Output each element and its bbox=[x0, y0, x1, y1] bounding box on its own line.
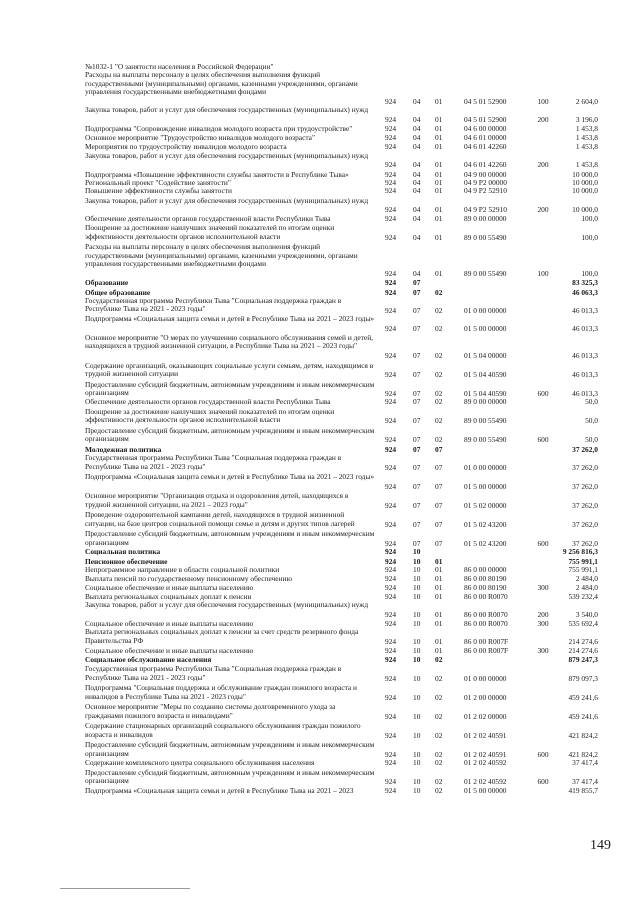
cell-rz: 10 bbox=[413, 758, 421, 768]
cell-ved: 924 bbox=[385, 730, 397, 740]
cell-sum: 10 000,0 bbox=[572, 178, 598, 188]
cell-sum: 1 453,8 bbox=[575, 160, 598, 170]
cell-sum: 37 417,4 bbox=[572, 777, 598, 787]
cell-csr: 04 6 01 42260 bbox=[464, 142, 507, 152]
cell-ved: 924 bbox=[385, 205, 397, 215]
cell-pr: 02 bbox=[435, 758, 443, 768]
cell-ved: 924 bbox=[385, 287, 397, 297]
cell-pr: 01 bbox=[435, 186, 443, 196]
cell-pr: 01 bbox=[435, 232, 443, 242]
cell-sum: 46 013,3 bbox=[572, 351, 598, 361]
cell-csr: 01 5 04 40590 bbox=[464, 389, 507, 399]
cell-rz: 10 bbox=[413, 565, 421, 575]
cell-sum: 2 484,0 bbox=[575, 573, 598, 583]
cell-pr: 07 bbox=[435, 538, 443, 548]
cell-ved: 924 bbox=[385, 785, 397, 795]
cell-pr: 07 bbox=[435, 500, 443, 510]
row-name: Подпрограмма «Социальная защита семьи и детей в Республике Тыва на 2021 – 2023 годы» bbox=[85, 314, 375, 324]
cell-pr: 01 bbox=[435, 205, 443, 215]
row-name: Выплата региональных социальных доплат к пенсии bbox=[85, 591, 252, 601]
cell-rz: 07 bbox=[413, 481, 421, 491]
cell-pr: 02 bbox=[435, 305, 443, 315]
cell-sum: 3 196,0 bbox=[575, 114, 598, 124]
cell-pr: 01 bbox=[435, 160, 443, 170]
row-name: Социальное обеспечение и иные выплаты населению bbox=[85, 583, 254, 593]
row-name: Содержание организаций, оказывающих социальные услуги семьям, детям, находящимся в трудной жизненной ситуации bbox=[85, 360, 374, 378]
cell-rz: 10 bbox=[413, 692, 421, 702]
cell-rz: 07 bbox=[413, 389, 421, 399]
cell-csr: 01 5 00 00000 bbox=[464, 481, 507, 491]
cell-pr: 01 bbox=[435, 96, 443, 106]
cell-csr: 01 5 04 00000 bbox=[464, 351, 507, 361]
cell-rz: 04 bbox=[413, 114, 421, 124]
cell-rz: 07 bbox=[413, 370, 421, 380]
cell-sum: 37 417,4 bbox=[572, 758, 598, 768]
cell-ved: 924 bbox=[385, 591, 397, 601]
cell-ved: 924 bbox=[385, 538, 397, 548]
row-name: Расходы на выплаты персоналу в целях обеспечения выполнения функций государственными (муниципальными) органами, казенными учреждениями, органами управления государственными внебюджетными фондами bbox=[85, 242, 358, 268]
cell-pr: 02 bbox=[435, 435, 443, 445]
cell-ved: 924 bbox=[385, 186, 397, 196]
cell-ved: 924 bbox=[385, 619, 397, 629]
row-name: Обеспечение деятельности органов государственной власти Республики Тыва bbox=[85, 213, 331, 223]
cell-rz: 04 bbox=[413, 142, 421, 152]
cell-rz: 10 bbox=[413, 646, 421, 656]
cell-rz: 04 bbox=[413, 186, 421, 196]
cell-rz: 10 bbox=[413, 556, 421, 566]
cell-sum: 37 262,0 bbox=[572, 519, 598, 529]
cell-pr: 01 bbox=[435, 583, 443, 593]
cell-sum: 1 453,8 bbox=[575, 132, 598, 142]
cell-pr: 01 bbox=[435, 114, 443, 124]
cell-csr: 86 0 00 00000 bbox=[464, 565, 507, 575]
cell-ved: 924 bbox=[385, 178, 397, 188]
cell-rz: 07 bbox=[413, 444, 421, 454]
cell-rz: 04 bbox=[413, 205, 421, 215]
cell-rz: 10 bbox=[413, 749, 421, 759]
cell-sum: 100,0 bbox=[581, 232, 598, 242]
cell-rz: 10 bbox=[413, 583, 421, 593]
cell-ved: 924 bbox=[385, 389, 397, 399]
cell-ved: 924 bbox=[385, 573, 397, 583]
cell-sum: 879 097,3 bbox=[568, 673, 598, 683]
row-name: Государственная программа Республики Тыва "Социальная поддержка граждан в Республике Тыва на 2021 - 2023 годы" bbox=[85, 453, 342, 471]
cell-ved: 924 bbox=[385, 96, 397, 106]
cell-csr: 01 5 02 43200 bbox=[464, 519, 507, 529]
cell-rz: 07 bbox=[413, 287, 421, 297]
cell-ved: 924 bbox=[385, 132, 397, 142]
row-name: Расходы на выплаты персоналу в целях обеспечения выполнения функций государственными (муниципальными) органами, казенными учреждениями, органами управления государственными внебюджетными фондами bbox=[85, 70, 358, 96]
cell-pr: 01 bbox=[435, 573, 443, 583]
cell-rz: 10 bbox=[413, 711, 421, 721]
row-name: Предоставление субсидий бюджетным, автономным учреждениям и иным некоммерческим организациям bbox=[85, 425, 375, 444]
cell-csr: 04 9 P2 52910 bbox=[464, 205, 507, 215]
cell-pr: 02 bbox=[435, 416, 443, 426]
cell-rz: 10 bbox=[413, 654, 421, 664]
cell-ved: 924 bbox=[385, 114, 397, 124]
row-name: Выплата пенсий по государственному пенсионному обеспечению bbox=[85, 573, 292, 583]
cell-pr: 01 bbox=[435, 169, 443, 179]
cell-pr: 02 bbox=[435, 389, 443, 399]
cell-vr: 100 bbox=[537, 268, 549, 278]
cell-rz: 10 bbox=[413, 609, 421, 619]
row-name: Основное мероприятие "Организация отдыха и оздоровления детей, находящихся в трудной жизненной ситуации, на 2021 – 2023 годы" bbox=[85, 491, 349, 509]
cell-rz: 04 bbox=[413, 213, 421, 223]
cell-ved: 924 bbox=[385, 232, 397, 242]
cell-ved: 924 bbox=[385, 444, 397, 454]
cell-sum: 10 000,0 bbox=[572, 186, 598, 196]
cell-sum: 421 824,2 bbox=[568, 749, 598, 759]
cell-ved: 924 bbox=[385, 654, 397, 664]
cell-csr: 86 0 00 R0070 bbox=[464, 619, 508, 629]
cell-csr: 04 6 00 00000 bbox=[464, 124, 507, 134]
cell-pr: 07 bbox=[435, 444, 443, 454]
cell-vr: 600 bbox=[537, 435, 549, 445]
row-name: Государственная программа Республики Тыва "Социальная поддержка граждан в Республике Тыва на 2021 - 2023 годы" bbox=[85, 664, 342, 682]
cell-rz: 07 bbox=[413, 323, 421, 333]
row-name: Выплата региональных социальных доплат к пенсии за счет средств резервного фонда Правительства РФ bbox=[85, 627, 359, 645]
cell-ved: 924 bbox=[385, 758, 397, 768]
cell-csr: 01 5 04 40590 bbox=[464, 370, 507, 380]
cell-ved: 924 bbox=[385, 305, 397, 315]
cell-sum: 83 325,3 bbox=[572, 278, 598, 288]
row-name: Государственная программа Республики Тыва "Социальная поддержка граждан в Республике Тыва на 2021 - 2023 годы" bbox=[85, 296, 342, 314]
scan-mark bbox=[60, 888, 190, 889]
cell-sum: 459 241,6 bbox=[568, 692, 598, 702]
row-name: Поощрение за достижение наилучших значений показателей по итогам оценки эффективности деятельности органов исполнительной власти bbox=[85, 223, 335, 241]
cell-sum: 46 013,3 bbox=[572, 389, 598, 399]
cell-pr: 02 bbox=[435, 397, 443, 407]
row-name: Предоставление субсидий бюджетным, автономным учреждениям и иным некоммерческим организациям bbox=[85, 379, 375, 397]
cell-pr: 01 bbox=[435, 132, 443, 142]
row-name: Основное мероприятие "Меры по созданию системы долговременного ухода за гражданами пожилого возраста и инвалидами" bbox=[85, 702, 336, 720]
cell-sum: 214 274,6 bbox=[568, 636, 598, 646]
cell-ved: 924 bbox=[385, 583, 397, 593]
cell-ved: 924 bbox=[385, 547, 397, 557]
cell-rz: 07 bbox=[413, 397, 421, 407]
cell-ved: 924 bbox=[385, 213, 397, 223]
cell-ved: 924 bbox=[385, 268, 397, 278]
cell-pr: 02 bbox=[435, 654, 443, 664]
cell-rz: 07 bbox=[413, 500, 421, 510]
cell-rz: 04 bbox=[413, 124, 421, 134]
cell-ved: 924 bbox=[385, 160, 397, 170]
cell-ved: 924 bbox=[385, 609, 397, 619]
cell-pr: 01 bbox=[435, 268, 443, 278]
cell-pr: 02 bbox=[435, 730, 443, 740]
cell-ved: 924 bbox=[385, 416, 397, 426]
cell-sum: 100,0 bbox=[581, 213, 598, 223]
cell-vr: 300 bbox=[537, 619, 549, 629]
cell-csr: 01 2 02 00000 bbox=[464, 711, 507, 721]
cell-csr: 01 5 00 00000 bbox=[464, 785, 507, 795]
cell-ved: 924 bbox=[385, 124, 397, 134]
cell-sum: 46 013,3 bbox=[572, 305, 598, 315]
cell-ved: 924 bbox=[385, 397, 397, 407]
row-name: Закупка товаров, работ и услуг для обеспечения государственных (муниципальных) нужд bbox=[85, 195, 369, 205]
row-name: Содержание комплексного центра социального обслуживания населения bbox=[85, 758, 315, 768]
cell-vr: 600 bbox=[537, 389, 549, 399]
row-name: Подпрограмма «Социальная защита семьи и детей в Республике Тыва на 2021 – 2023 годы» bbox=[85, 472, 375, 482]
cell-sum: 37 262,0 bbox=[572, 538, 598, 548]
cell-sum: 539 232,4 bbox=[568, 591, 598, 601]
row-name: Закупка товаров, работ и услуг для обеспечения государственных (муниципальных) нужд bbox=[85, 600, 369, 610]
row-name: Общее образование bbox=[85, 287, 151, 297]
cell-sum: 1 453,8 bbox=[575, 124, 598, 134]
cell-csr: 89 0 00 00000 bbox=[464, 213, 507, 223]
cell-pr: 01 bbox=[435, 619, 443, 629]
row-name: Подпрограмма «Повышение эффективности службы занятости в Республике Тыва» bbox=[85, 169, 349, 179]
cell-csr: 86 0 00 R0070 bbox=[464, 591, 508, 601]
cell-csr: 89 0 00 55490 bbox=[464, 268, 507, 278]
row-name: Повышение эффективности службы занятости bbox=[85, 186, 232, 196]
cell-vr: 300 bbox=[537, 646, 549, 656]
cell-csr: 86 0 00 R0070 bbox=[464, 609, 508, 619]
row-name: Обеспечение деятельности органов государственной власти Республики Тыва bbox=[85, 397, 331, 407]
cell-pr: 02 bbox=[435, 287, 443, 297]
cell-ved: 924 bbox=[385, 777, 397, 787]
row-name: Пенсионное обеспечение bbox=[85, 556, 168, 566]
cell-csr: 01 5 02 43200 bbox=[464, 538, 507, 548]
cell-ved: 924 bbox=[385, 481, 397, 491]
row-name: Поощрение за достижение наилучших значений показателей по итогам оценки эффективности деятельности органов исполнительной власти bbox=[85, 406, 335, 425]
cell-pr: 07 bbox=[435, 481, 443, 491]
cell-rz: 10 bbox=[413, 573, 421, 583]
cell-ved: 924 bbox=[385, 169, 397, 179]
cell-csr: 04 9 P2 00000 bbox=[464, 178, 507, 188]
cell-csr: 01 0 00 00000 bbox=[464, 305, 507, 315]
cell-ved: 924 bbox=[385, 351, 397, 361]
cell-pr: 02 bbox=[435, 351, 443, 361]
cell-sum: 459 241,6 bbox=[568, 711, 598, 721]
cell-rz: 04 bbox=[413, 96, 421, 106]
cell-sum: 10 000,0 bbox=[572, 169, 598, 179]
cell-sum: 50,0 bbox=[585, 397, 598, 407]
cell-pr: 02 bbox=[435, 323, 443, 333]
cell-ved: 924 bbox=[385, 673, 397, 683]
cell-sum: 37 262,0 bbox=[572, 462, 598, 472]
cell-sum: 46 013,3 bbox=[572, 370, 598, 380]
row-name: Проведение оздоровительной кампании детей, находящихся в трудной жизненной ситуации, на базе центров социальной помощи семье и детям и других типов лагерей bbox=[85, 510, 355, 528]
cell-rz: 10 bbox=[413, 673, 421, 683]
cell-sum: 2 484,0 bbox=[575, 583, 598, 593]
cell-vr: 100 bbox=[537, 96, 549, 106]
cell-pr: 02 bbox=[435, 692, 443, 702]
row-name: Молодежная политика bbox=[85, 444, 162, 454]
row-name: Предоставление субсидий бюджетным, автономным учреждениям и иным некоммерческим организациям bbox=[85, 529, 375, 547]
cell-csr: 86 0 00 80190 bbox=[464, 583, 507, 593]
cell-sum: 37 262,0 bbox=[572, 481, 598, 491]
row-name: Региональный проект "Содействие занятости" bbox=[85, 178, 231, 188]
cell-csr: 04 6 01 42260 bbox=[464, 160, 507, 170]
cell-ved: 924 bbox=[385, 323, 397, 333]
page-number: 149 bbox=[590, 838, 611, 853]
cell-csr: 01 5 00 00000 bbox=[464, 323, 507, 333]
cell-rz: 07 bbox=[413, 462, 421, 472]
cell-sum: 46 013,3 bbox=[572, 323, 598, 333]
cell-ved: 924 bbox=[385, 636, 397, 646]
cell-sum: 50,0 bbox=[585, 435, 598, 445]
cell-sum: 46 063,3 bbox=[572, 287, 598, 297]
cell-rz: 04 bbox=[413, 160, 421, 170]
cell-rz: 07 bbox=[413, 538, 421, 548]
cell-rz: 10 bbox=[413, 636, 421, 646]
cell-sum: 421 824,2 bbox=[568, 730, 598, 740]
cell-csr: 04 5 01 52900 bbox=[464, 96, 507, 106]
cell-ved: 924 bbox=[385, 646, 397, 656]
cell-pr: 02 bbox=[435, 673, 443, 683]
cell-pr: 02 bbox=[435, 785, 443, 795]
cell-pr: 01 bbox=[435, 213, 443, 223]
cell-sum: 419 855,7 bbox=[568, 785, 598, 795]
cell-rz: 04 bbox=[413, 132, 421, 142]
row-name: Мероприятия по трудоустройству инвалидов молодого возраста bbox=[85, 142, 287, 152]
cell-rz: 10 bbox=[413, 785, 421, 795]
cell-pr: 02 bbox=[435, 749, 443, 759]
cell-sum: 755 991,1 bbox=[568, 556, 598, 566]
cell-rz: 07 bbox=[413, 435, 421, 445]
cell-pr: 02 bbox=[435, 370, 443, 380]
cell-csr: 89 0 00 55490 bbox=[464, 232, 507, 242]
cell-csr: 86 0 00 R007F bbox=[464, 646, 509, 656]
cell-sum: 1 453,8 bbox=[575, 142, 598, 152]
cell-pr: 01 bbox=[435, 646, 443, 656]
row-name: Подпрограмма "Сопровождение инвалидов молодого возраста при трудоустройстве" bbox=[85, 124, 353, 134]
cell-vr: 600 bbox=[537, 749, 549, 759]
cell-sum: 100,0 bbox=[581, 268, 598, 278]
cell-pr: 01 bbox=[435, 591, 443, 601]
cell-csr: 01 2 02 40592 bbox=[464, 758, 507, 768]
cell-vr: 300 bbox=[537, 583, 549, 593]
cell-rz: 10 bbox=[413, 619, 421, 629]
cell-ved: 924 bbox=[385, 692, 397, 702]
cell-csr: 01 2 02 40592 bbox=[464, 777, 507, 787]
cell-csr: 01 2 00 00000 bbox=[464, 692, 507, 702]
cell-pr: 01 bbox=[435, 556, 443, 566]
cell-rz: 10 bbox=[413, 547, 421, 557]
cell-ved: 924 bbox=[385, 435, 397, 445]
cell-csr: 89 0 00 00000 bbox=[464, 397, 507, 407]
cell-csr: 89 0 00 55490 bbox=[464, 435, 507, 445]
row-name: Подпрограмма "Социальная поддержка и обслуживание граждан пожилого возраста и инвалидов в Республике Тыва на 2021 - 2023 годы" bbox=[85, 683, 358, 701]
cell-ved: 924 bbox=[385, 565, 397, 575]
cell-csr: 01 0 00 00000 bbox=[464, 462, 507, 472]
cell-csr: 04 5 01 52900 bbox=[464, 114, 507, 124]
cell-vr: 600 bbox=[537, 538, 549, 548]
cell-ved: 924 bbox=[385, 462, 397, 472]
cell-csr: 04 9 00 00000 bbox=[464, 169, 507, 179]
cell-ved: 924 bbox=[385, 749, 397, 759]
cell-sum: 2 604,0 bbox=[575, 96, 598, 106]
row-name: Непрограммное направление в области социальной политики bbox=[85, 565, 280, 575]
row-name: Образование bbox=[85, 278, 129, 288]
cell-sum: 9 256 816,3 bbox=[562, 547, 598, 557]
cell-pr: 01 bbox=[435, 178, 443, 188]
cell-pr: 01 bbox=[435, 124, 443, 134]
cell-pr: 01 bbox=[435, 565, 443, 575]
row-name: Основное мероприятие "О мерах по улучшению социального обслуживания семей и детей, находящихся в трудной жизненной ситуации, в Республике Тыва на 2021 – 2023 годы" bbox=[85, 333, 373, 351]
row-name: Закупка товаров, работ и услуг для обеспечения государственных (муниципальных) нужд bbox=[85, 105, 369, 115]
cell-sum: 3 540,0 bbox=[575, 609, 598, 619]
cell-ved: 924 bbox=[385, 556, 397, 566]
cell-rz: 07 bbox=[413, 305, 421, 315]
cell-pr: 01 bbox=[435, 142, 443, 152]
row-name: Социальное обеспечение и иные выплаты населению bbox=[85, 619, 254, 629]
cell-ved: 924 bbox=[385, 500, 397, 510]
cell-vr: 200 bbox=[537, 205, 549, 215]
row-name: Социальное обслуживание населения bbox=[85, 654, 212, 664]
cell-csr: 01 0 00 00000 bbox=[464, 673, 507, 683]
cell-ved: 924 bbox=[385, 519, 397, 529]
cell-vr: 200 bbox=[537, 114, 549, 124]
cell-ved: 924 bbox=[385, 711, 397, 721]
cell-sum: 879 247,3 bbox=[568, 654, 598, 664]
cell-rz: 07 bbox=[413, 278, 421, 288]
cell-rz: 10 bbox=[413, 730, 421, 740]
cell-csr: 86 0 00 R007F bbox=[464, 636, 509, 646]
cell-pr: 07 bbox=[435, 462, 443, 472]
cell-rz: 10 bbox=[413, 777, 421, 787]
cell-csr: 04 6 01 00000 bbox=[464, 132, 507, 142]
cell-rz: 04 bbox=[413, 232, 421, 242]
cell-pr: 02 bbox=[435, 777, 443, 787]
row-name: Закупка товаров, работ и услуг для обеспечения государственных (муниципальных) нужд bbox=[85, 150, 369, 160]
cell-rz: 10 bbox=[413, 591, 421, 601]
cell-sum: 10 000,0 bbox=[572, 205, 598, 215]
cell-pr: 01 bbox=[435, 636, 443, 646]
cell-sum: 37 262,0 bbox=[572, 500, 598, 510]
cell-pr: 01 bbox=[435, 609, 443, 619]
row-name: Содержание стационарных организаций социального обслуживания граждан пожилого возраста и инвалидов bbox=[85, 721, 361, 739]
cell-rz: 07 bbox=[413, 416, 421, 426]
cell-sum: 535 692,4 bbox=[568, 619, 598, 629]
cell-pr: 07 bbox=[435, 519, 443, 529]
cell-vr: 600 bbox=[537, 777, 549, 787]
row-name: №1032-1 "О занятости населения в Российской Федерации" bbox=[85, 62, 274, 71]
row-name: Предоставление субсидий бюджетным, автономным учреждениям и иным некоммерческим организациям bbox=[85, 767, 375, 785]
cell-ved: 924 bbox=[385, 142, 397, 152]
row-name: Социальное обеспечение и иные выплаты населению bbox=[85, 646, 254, 656]
cell-csr: 86 0 00 80190 bbox=[464, 573, 507, 583]
cell-csr: 01 5 02 00000 bbox=[464, 500, 507, 510]
cell-vr: 200 bbox=[537, 609, 549, 619]
cell-sum: 214 274,6 bbox=[568, 646, 598, 656]
cell-rz: 04 bbox=[413, 178, 421, 188]
cell-rz: 04 bbox=[413, 169, 421, 179]
cell-ved: 924 bbox=[385, 278, 397, 288]
cell-ved: 924 bbox=[385, 370, 397, 380]
cell-csr: 01 2 02 40591 bbox=[464, 730, 507, 740]
row-name: Подпрограмма «Социальная защита семьи и детей в Республике Тыва на 2021 – 2023 bbox=[85, 785, 354, 795]
cell-rz: 04 bbox=[413, 268, 421, 278]
row-name: Предоставление субсидий бюджетным, автономным учреждениям и иным некоммерческим организациям bbox=[85, 740, 375, 758]
cell-pr: 02 bbox=[435, 711, 443, 721]
cell-sum: 755 991,1 bbox=[568, 565, 598, 575]
cell-sum: 50,0 bbox=[585, 416, 598, 426]
cell-rz: 07 bbox=[413, 519, 421, 529]
cell-csr: 01 2 02 40591 bbox=[464, 749, 507, 759]
cell-rz: 07 bbox=[413, 351, 421, 361]
cell-csr: 89 0 00 55490 bbox=[464, 416, 507, 426]
cell-csr: 04 9 P2 52910 bbox=[464, 186, 507, 196]
row-name: Основное мероприятие "Трудоустройство инвалидов молодого возраста" bbox=[85, 132, 315, 142]
cell-vr: 200 bbox=[537, 160, 549, 170]
row-name: Социальная политика bbox=[85, 547, 161, 557]
cell-sum: 37 262,0 bbox=[572, 444, 598, 454]
